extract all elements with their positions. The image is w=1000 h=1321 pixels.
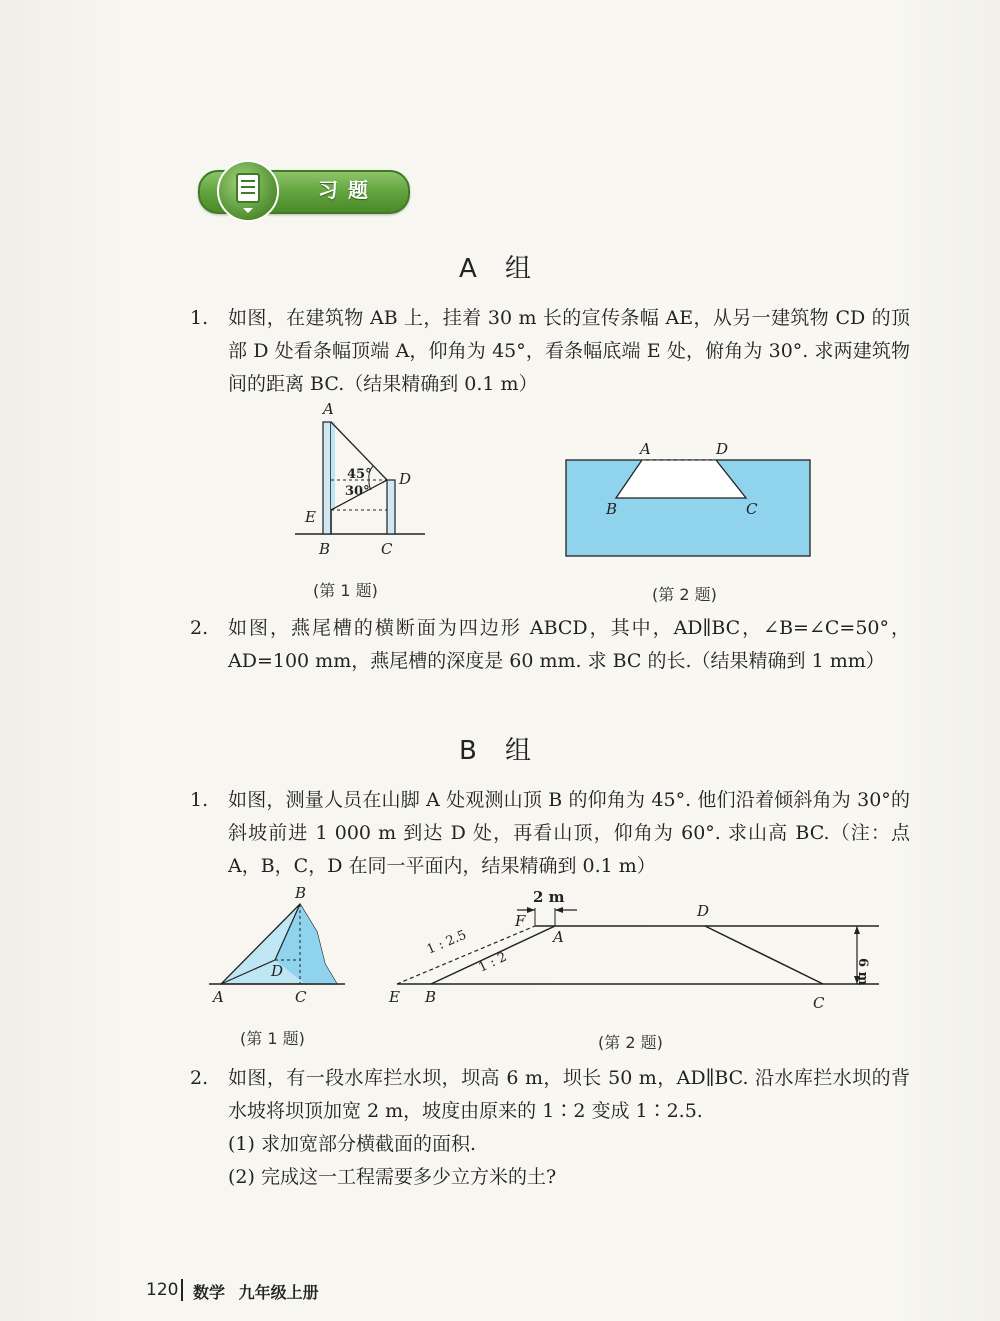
label-C: C (813, 994, 825, 1012)
label-A: A (553, 928, 564, 946)
problem-a1 (190, 302, 910, 401)
problem-text: 如图，在建筑物 AB 上，挂着 30 m 长的宣传条幅 AE，从另一建筑物 CD 的顶部 D 处看条幅顶端 A，仰角为 45°，看条幅底端 E 处，俯角为 30°. 求两建筑物间的距离 BC.（结果精确到 0.1 m） (228, 307, 910, 395)
section-badge-label: 习题 (318, 178, 378, 202)
problem-number: 2. (190, 617, 209, 639)
problem-b2 (190, 1062, 910, 1194)
figure-b1 (205, 882, 350, 1012)
problem-text: 如图，有一段水库拦水坝，坝高 6 m，坝长 50 m，AD∥BC. 沿水库拦水坝的背水坡将坝顶加宽 2 m，坡度由原来的 1∶2 变成 1∶2.5. (228, 1067, 910, 1122)
label-A: A (323, 400, 334, 418)
label-E: E (389, 988, 400, 1006)
label-slope-old: 1 : 2 (476, 949, 510, 976)
label-width: 2 m (533, 888, 565, 906)
figure-b2 (385, 880, 885, 1015)
figure-a1 (285, 398, 445, 566)
label-C: C (295, 988, 307, 1006)
label-C: C (746, 500, 758, 518)
group-a-title: A 组 (458, 254, 542, 284)
label-B: B (295, 884, 307, 902)
label-B: B (319, 540, 331, 558)
label-D: D (271, 962, 284, 980)
label-D: D (399, 470, 412, 488)
figure-b2-caption: (第 2 题) (598, 1033, 663, 1052)
problem-number: 1. (190, 307, 209, 329)
label-D: D (697, 902, 710, 920)
figure-a2-caption: (第 2 题) (652, 585, 717, 604)
label-slope-new: 1 : 2.5 (424, 927, 469, 958)
label-C: C (381, 540, 393, 558)
problem-text: 如图，燕尾槽的横断面为四边形 ABCD，其中，AD∥BC，∠B=∠C=50°，AD=100 mm，燕尾槽的深度是 60 mm. 求 BC 的长.（结果精确到 1 mm） (228, 617, 910, 672)
figure-a2 (560, 436, 816, 564)
problem-subquestion-1: (1) 求加宽部分横截面的面积. (228, 1133, 476, 1155)
problem-b1 (190, 784, 910, 883)
problem-subquestion-2: (2) 完成这一工程需要多少立方米的土? (228, 1166, 557, 1188)
angle-30: 30° (345, 484, 370, 499)
label-height: 6 m (855, 958, 870, 986)
label-B: B (425, 988, 437, 1006)
group-b-title: B 组 (458, 736, 542, 766)
label-A: A (640, 440, 651, 458)
book-title: 数学 九年级上册 (193, 1283, 319, 1302)
page-number: 120 (146, 1280, 179, 1300)
label-D: D (716, 440, 729, 458)
footer-divider (181, 1279, 183, 1301)
label-B: B (606, 500, 618, 518)
label-F: F (515, 912, 526, 930)
angle-45: 45° (347, 467, 372, 482)
figure-b1-caption: (第 1 题) (240, 1029, 305, 1048)
label-E: E (305, 508, 316, 526)
label-A: A (213, 988, 224, 1006)
problem-text: 如图，测量人员在山脚 A 处观测山顶 B 的仰角为 45°. 他们沿着倾斜角为 30°的斜坡前进 1 000 m 到达 D 处，再看山顶，仰角为 60°. 求山高 BC.（注：点 A，B，C，D 在同一平面内，结果精确到 0.1 m） (228, 789, 910, 877)
problem-number: 2. (190, 1067, 209, 1089)
problem-a2 (190, 612, 910, 678)
notebook-icon (217, 160, 279, 222)
problem-number: 1. (190, 789, 209, 811)
figure-a1-caption: (第 1 题) (313, 581, 378, 600)
